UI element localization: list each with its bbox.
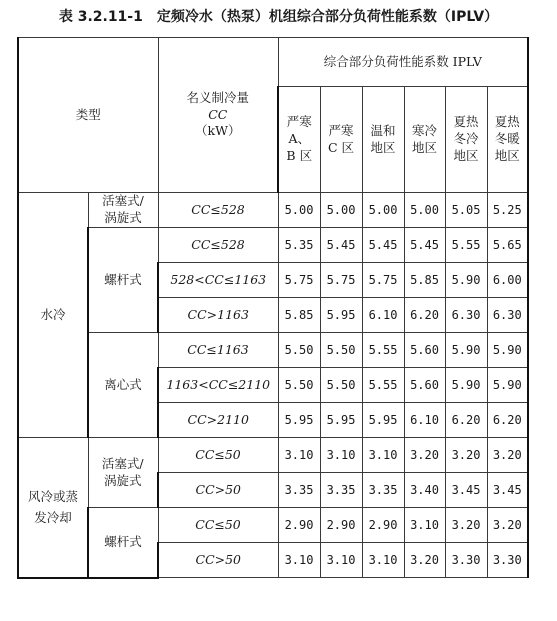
- iplv-value: 5.60: [404, 368, 445, 403]
- iplv-value: 5.95: [320, 298, 362, 333]
- subgroup-label: [88, 438, 158, 508]
- climate-zone-line: B 区: [286, 147, 313, 163]
- climate-zone-line: 温和: [370, 122, 396, 138]
- climate-zone-line: 地区: [412, 139, 438, 155]
- iplv-value: 5.90: [487, 333, 528, 368]
- subgroup-label: [88, 228, 158, 333]
- iplv-value: 3.10: [362, 543, 404, 578]
- iplv-value: 5.75: [362, 263, 404, 298]
- iplv-value: 5.65: [487, 228, 528, 263]
- climate-zone-header: [487, 87, 528, 193]
- capacity-range: CC>50: [158, 543, 278, 578]
- iplv-value: 3.20: [445, 438, 487, 473]
- iplv-value: 6.10: [404, 403, 445, 438]
- table-row: [18, 228, 528, 263]
- iplv-value: 5.50: [320, 368, 362, 403]
- subgroup-label-line: 螺杆式: [104, 271, 142, 287]
- iplv-value: 5.45: [320, 228, 362, 263]
- iplv-value: 6.20: [404, 298, 445, 333]
- iplv-value: 5.50: [278, 333, 320, 368]
- group-label-text: 水冷: [40, 306, 66, 322]
- iplv-value: 5.75: [278, 263, 320, 298]
- climate-zone-line: 地区: [494, 147, 520, 163]
- climate-zone-header: [404, 87, 445, 193]
- iplv-value: 5.75: [320, 263, 362, 298]
- iplv-value: 5.00: [278, 193, 320, 228]
- subgroup-label-line: 离心式: [104, 376, 142, 392]
- type-header: 类型: [18, 38, 158, 193]
- group-label: [18, 438, 88, 578]
- capacity-header: [158, 38, 278, 193]
- iplv-value: 3.45: [445, 473, 487, 508]
- subgroup-label: [88, 333, 158, 438]
- iplv-value: 5.50: [278, 368, 320, 403]
- climate-zone-line: 严寒: [286, 114, 312, 130]
- subgroup-label: [88, 193, 158, 228]
- iplv-value: 5.35: [278, 228, 320, 263]
- iplv-value: 5.50: [320, 333, 362, 368]
- iplv-header: 综合部分负荷性能系数 IPLV: [278, 38, 528, 87]
- climate-zone-line: 严寒: [328, 122, 354, 138]
- capacity-header-line3: （kW）: [195, 123, 241, 139]
- iplv-value: 3.10: [278, 543, 320, 578]
- table-row: [18, 193, 528, 228]
- iplv-value: 3.10: [404, 508, 445, 543]
- capacity-range: CC≤1163: [158, 333, 278, 368]
- table-row: [18, 508, 528, 543]
- iplv-value: 3.40: [404, 473, 445, 508]
- capacity-range: CC≤528: [158, 193, 278, 228]
- capacity-range: CC>2110: [158, 403, 278, 438]
- iplv-value: 5.85: [404, 263, 445, 298]
- capacity-range: CC>50: [158, 473, 278, 508]
- table-title: 表 3.2.11-1 定频冷水（热泵）机组综合部分负荷性能系数（IPLV）: [58, 9, 499, 25]
- iplv-value: 3.20: [404, 543, 445, 578]
- iplv-value: 2.90: [320, 508, 362, 543]
- iplv-value: 5.00: [362, 193, 404, 228]
- iplv-value: 6.20: [487, 403, 528, 438]
- capacity-range: CC≤50: [158, 508, 278, 543]
- subgroup-label-line: 涡旋式: [104, 472, 142, 488]
- iplv-value: 5.90: [487, 368, 528, 403]
- iplv-value: 3.35: [320, 473, 362, 508]
- climate-zone-line: A、: [288, 131, 311, 147]
- iplv-value: 3.10: [320, 543, 362, 578]
- iplv-table: [17, 37, 529, 579]
- subgroup-label: [88, 508, 158, 578]
- iplv-value: 5.95: [320, 403, 362, 438]
- iplv-value: 3.30: [487, 543, 528, 578]
- iplv-value: 3.10: [320, 438, 362, 473]
- iplv-value: 5.00: [320, 193, 362, 228]
- iplv-value: 3.35: [278, 473, 320, 508]
- climate-zone-line: 冬暖: [494, 131, 520, 147]
- capacity-range: CC>1163: [158, 298, 278, 333]
- climate-zone-header: [445, 87, 487, 193]
- iplv-value: 2.90: [362, 508, 404, 543]
- iplv-value: 6.10: [362, 298, 404, 333]
- climate-zone-header: [278, 87, 320, 193]
- climate-zone-line: 夏热: [494, 114, 520, 130]
- subgroup-label-line: 螺杆式: [104, 533, 142, 549]
- iplv-value: 2.90: [278, 508, 320, 543]
- iplv-value: 5.85: [278, 298, 320, 333]
- climate-zone-line: 地区: [453, 147, 479, 163]
- iplv-value: 5.55: [445, 228, 487, 263]
- iplv-value: 3.20: [487, 508, 528, 543]
- iplv-value: 5.45: [404, 228, 445, 263]
- climate-zone-line: 冬冷: [453, 131, 479, 147]
- iplv-value: 3.20: [487, 438, 528, 473]
- iplv-value: 3.45: [487, 473, 528, 508]
- iplv-value: 5.00: [404, 193, 445, 228]
- capacity-range: CC≤528: [158, 228, 278, 263]
- iplv-value: 3.20: [404, 438, 445, 473]
- iplv-value: 5.95: [278, 403, 320, 438]
- iplv-value: 5.25: [487, 193, 528, 228]
- capacity-range: 1163<CC≤2110: [158, 368, 278, 403]
- capacity-header-line1: 名义制冷量: [186, 89, 250, 105]
- climate-zone-line: C 区: [327, 139, 355, 155]
- iplv-value: 3.30: [445, 543, 487, 578]
- table-row: [18, 333, 528, 368]
- iplv-value: 5.05: [445, 193, 487, 228]
- iplv-value: 5.45: [362, 228, 404, 263]
- iplv-value: 5.95: [362, 403, 404, 438]
- table-row: [18, 438, 528, 473]
- subgroup-label-line: 涡旋式: [104, 210, 142, 225]
- climate-zone-line: 夏热: [453, 114, 479, 130]
- subgroup-label-line: 活塞式/: [102, 193, 144, 209]
- iplv-value: 6.30: [445, 298, 487, 333]
- iplv-value: 5.60: [404, 333, 445, 368]
- iplv-value: 5.55: [362, 368, 404, 403]
- iplv-value: 3.20: [445, 508, 487, 543]
- climate-zone-header: [320, 87, 362, 193]
- iplv-value: 5.90: [445, 333, 487, 368]
- subgroup-label-line: 活塞式/: [101, 455, 144, 471]
- iplv-value: 5.55: [362, 333, 404, 368]
- climate-zone-line: 寒冷: [412, 122, 438, 138]
- iplv-value: 5.90: [445, 263, 487, 298]
- capacity-header-line2: CC: [208, 106, 228, 122]
- iplv-value: 3.35: [362, 473, 404, 508]
- capacity-range: 528<CC≤1163: [158, 263, 278, 298]
- iplv-value: 6.20: [445, 403, 487, 438]
- capacity-range: CC≤50: [158, 438, 278, 473]
- climate-zone-header: [362, 87, 404, 193]
- iplv-value: 6.00: [487, 263, 528, 298]
- iplv-value: 3.10: [278, 438, 320, 473]
- iplv-value: 5.90: [445, 368, 487, 403]
- iplv-value: 6.30: [487, 298, 528, 333]
- iplv-value: 3.10: [362, 438, 404, 473]
- group-label-text: 风冷或蒸发冷却: [27, 489, 78, 526]
- climate-zone-line: 地区: [370, 139, 396, 155]
- group-label: [18, 193, 88, 438]
